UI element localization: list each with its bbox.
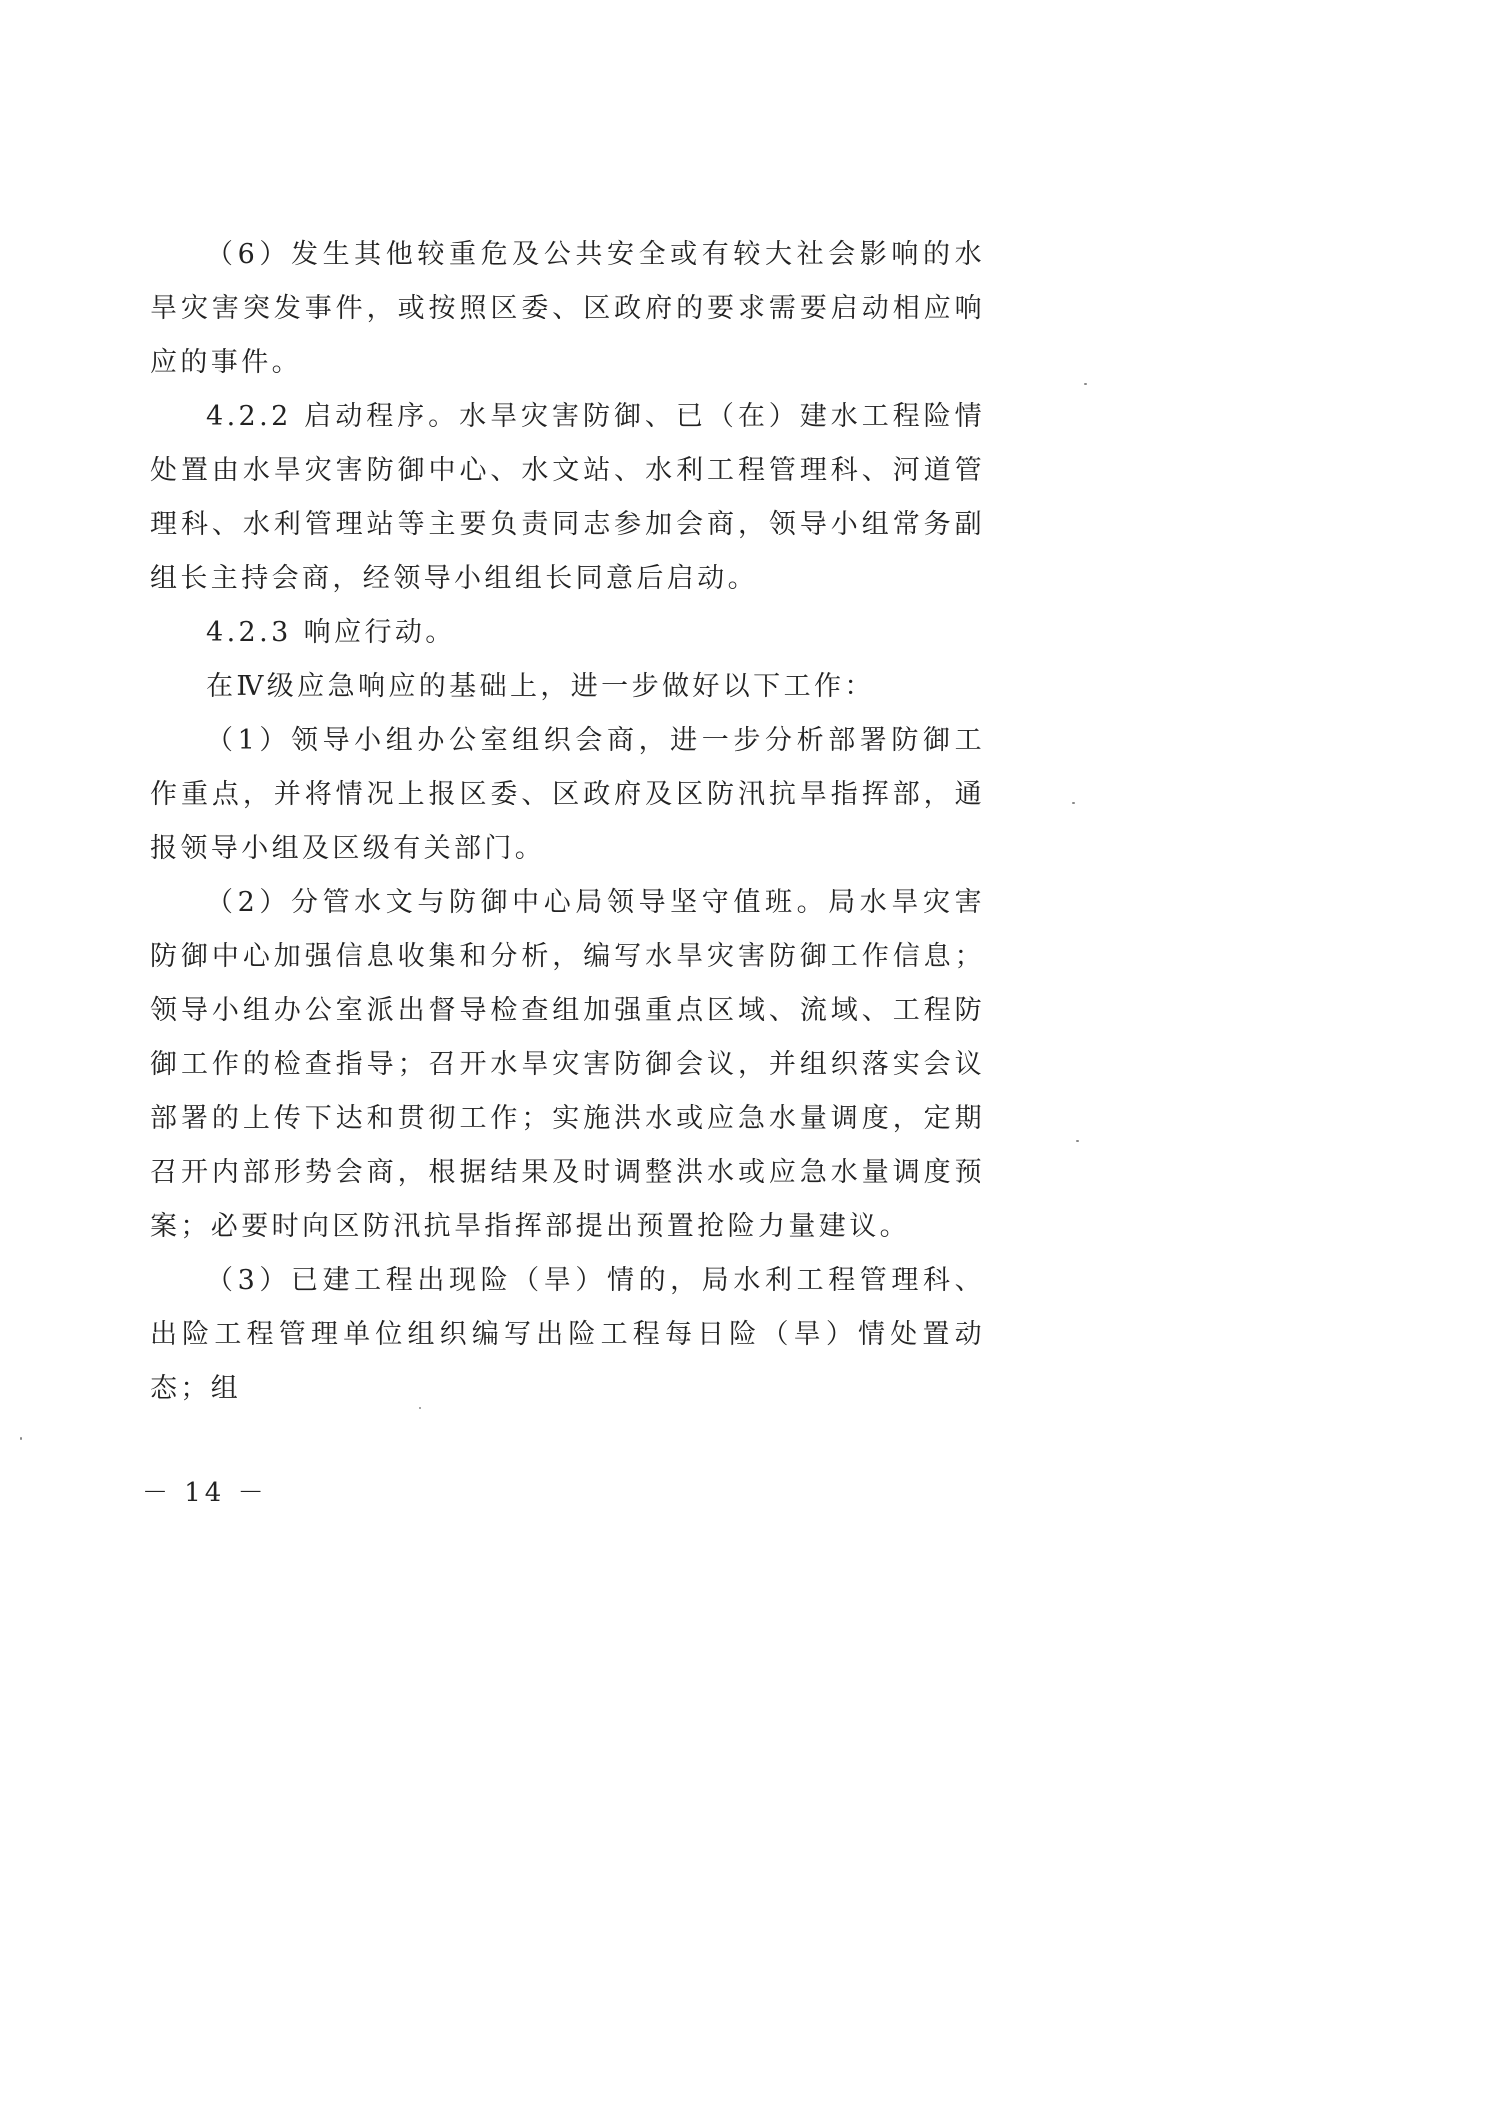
paragraph-item-2: （2）分管水文与防御中心局领导坚守值班。局水旱灾害防御中心加强信息收集和分析，编写水旱灾害防御工作信息；领导小组办公室派出督导检查组加强重点区域、流域、工程防御工作的检查指导；召开水旱灾害防御会议，并组织落实会议部署的上传下达和贯彻工作；实施洪水或应急水量调度，定期召开内部形势会商，根据结果及时调整洪水或应急水量调度预案；必要时向区防汛抗旱指挥部提出预置抢险力量建议。 — [150, 887, 985, 1242]
paragraph-startup-procedure: 4.2.2 启动程序。水旱灾害防御、已（在）建水工程险情处置由水旱灾害防御中心、水文站、水利工程管理科、河道管理科、水利管理站等主要负责同志参加会商，领导小组常务副组长主持会商，经领导小组组长同意后启动。 — [150, 401, 985, 594]
scan-speck — [1072, 802, 1075, 804]
paragraph-item-6: （6）发生其他较重危及公共安全或有较大社会影响的水旱灾害突发事件，或按照区委、区政府的要求需要启动相应响应的事件。 — [150, 239, 985, 378]
paragraph-response-actions-heading: 4.2.3 响应行动。 — [206, 617, 456, 648]
paragraph-item-3: （3）已建工程出现险（旱）情的，局水利工程管理科、出险工程管理单位组织编写出险工程每日险（旱）情处置动态；组 — [150, 1265, 985, 1404]
paragraph-item-1: （1）领导小组办公室组织会商，进一步分析部署防御工作重点，并将情况上报区委、区政府及区防汛抗旱指挥部，通报领导小组及区级有关部门。 — [150, 725, 985, 864]
body-text — [150, 228, 985, 1416]
paragraph-level-iv-basis: 在Ⅳ级应急响应的基础上，进一步做好以下工作： — [206, 671, 875, 702]
scan-speck — [1076, 1140, 1079, 1142]
scan-speck — [20, 1437, 22, 1440]
page-number: － 14 － — [142, 1478, 268, 1508]
scan-speck — [1084, 383, 1087, 385]
scan-speck — [419, 1407, 421, 1409]
